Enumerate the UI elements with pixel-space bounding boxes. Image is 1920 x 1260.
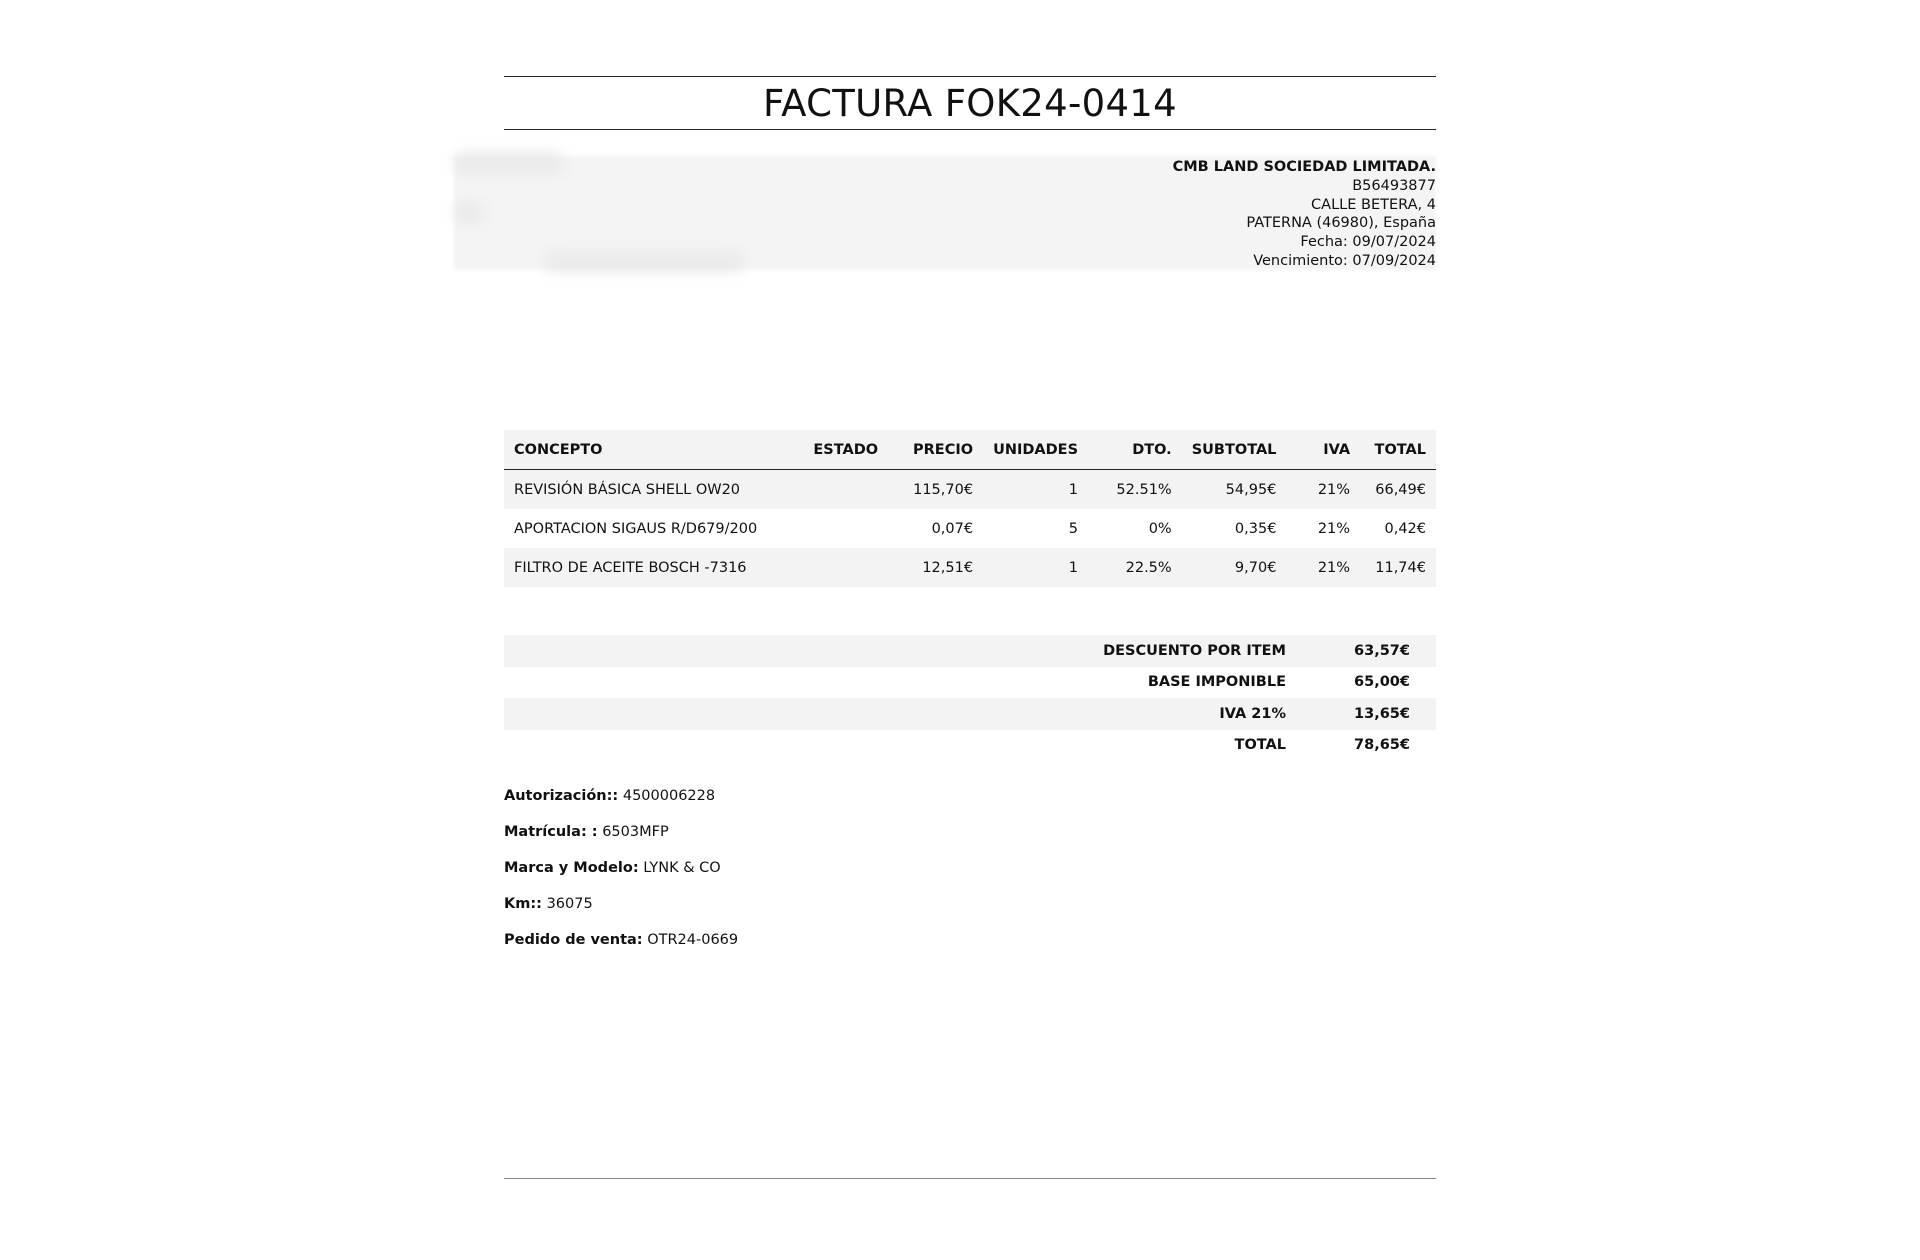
- company-city: PATERNA (46980), España: [1246, 215, 1436, 232]
- extra-make-model: [504, 857, 1436, 893]
- cell-estado: [803, 548, 889, 587]
- col-header-subtotal: SUBTOTAL: [1182, 430, 1287, 470]
- invoice-header: [504, 130, 1436, 430]
- totals-label: BASE IMPONIBLE: [1147, 674, 1286, 691]
- totals-label: DESCUENTO POR ITEM: [1103, 642, 1286, 659]
- table-header-row: [504, 430, 1436, 470]
- table-row: [504, 470, 1436, 510]
- totals-row-total: [504, 730, 1436, 762]
- extra-sales-order: [504, 929, 1436, 965]
- cell-estado: [803, 470, 889, 510]
- cell-total: 66,49€: [1360, 470, 1436, 510]
- col-header-precio: PRECIO: [889, 430, 983, 470]
- company-info: [1173, 158, 1436, 271]
- table-row: [504, 548, 1436, 587]
- extra-km: [504, 893, 1436, 929]
- cell-concepto: FILTRO DE ACEITE BOSCH -7316: [504, 548, 803, 587]
- extra-value: OTR24-0669: [647, 932, 739, 948]
- totals-label: TOTAL: [1234, 737, 1286, 754]
- totals-row-discount: [504, 635, 1436, 667]
- col-header-estado: ESTADO: [803, 430, 889, 470]
- invoice-page: [504, 76, 1436, 965]
- extra-value: 4500006228: [622, 788, 716, 804]
- invoice-title-block: [504, 76, 1436, 130]
- cell-precio: 0,07€: [889, 509, 983, 548]
- extra-label: Marca y Modelo:: [504, 860, 639, 876]
- extra-value: 6503MFP: [602, 824, 669, 840]
- cell-unidades: 1: [983, 470, 1088, 510]
- extra-label: Pedido de venta:: [504, 932, 643, 948]
- col-header-total: TOTAL: [1360, 430, 1436, 470]
- totals-row-base: [504, 667, 1436, 699]
- col-header-unidades: UNIDADES: [983, 430, 1088, 470]
- cell-total: 11,74€: [1360, 548, 1436, 587]
- cell-iva: 21%: [1286, 509, 1360, 548]
- invoice-title: FACTURA FOK24-0414: [762, 81, 1177, 125]
- extra-value: LYNK & CO: [643, 860, 721, 876]
- totals-block: [504, 635, 1436, 761]
- extra-plate: [504, 821, 1436, 857]
- cell-dto: 52.51%: [1088, 470, 1182, 510]
- cell-dto: 22.5%: [1088, 548, 1182, 587]
- company-tax-id: B56493877: [1352, 177, 1436, 194]
- cell-precio: 115,70€: [889, 470, 983, 510]
- cell-iva: 21%: [1286, 548, 1360, 587]
- cell-dto: 0%: [1088, 509, 1182, 548]
- col-header-iva: IVA: [1286, 430, 1360, 470]
- table-row: [504, 509, 1436, 548]
- totals-value: 63,57€: [1354, 642, 1410, 659]
- company-name: CMB LAND SOCIEDAD LIMITADA.: [1172, 159, 1436, 175]
- cell-estado: [803, 509, 889, 548]
- cell-unidades: 1: [983, 548, 1088, 587]
- totals-value: 13,65€: [1354, 705, 1410, 722]
- items-table: [504, 430, 1436, 587]
- cell-unidades: 5: [983, 509, 1088, 548]
- totals-value: 78,65€: [1354, 737, 1410, 754]
- cell-iva: 21%: [1286, 470, 1360, 510]
- cell-subtotal: 0,35€: [1182, 509, 1287, 548]
- cell-subtotal: 9,70€: [1182, 548, 1287, 587]
- company-street: CALLE BETERA, 4: [1311, 196, 1436, 213]
- extra-label: Km::: [504, 896, 542, 912]
- extra-label: Autorización::: [504, 788, 619, 804]
- extra-authorization: [504, 785, 1436, 821]
- totals-label: IVA 21%: [1219, 705, 1286, 722]
- extra-info: [504, 785, 1436, 965]
- totals-value: 65,00€: [1354, 674, 1410, 691]
- invoice-date: Fecha: 09/07/2024: [1300, 234, 1436, 251]
- col-header-dto: DTO.: [1088, 430, 1182, 470]
- footer-divider: [504, 1178, 1436, 1179]
- cell-total: 0,42€: [1360, 509, 1436, 548]
- extra-value: 36075: [546, 896, 593, 912]
- totals-row-iva: [504, 698, 1436, 730]
- extra-label: Matrícula: :: [504, 824, 598, 840]
- cell-subtotal: 54,95€: [1182, 470, 1287, 510]
- cell-concepto: REVISIÓN BÁSICA SHELL OW20: [504, 470, 803, 510]
- col-header-concepto: CONCEPTO: [504, 430, 803, 470]
- cell-precio: 12,51€: [889, 548, 983, 587]
- invoice-due-date: Vencimiento: 07/09/2024: [1253, 252, 1436, 269]
- cell-concepto: APORTACION SIGAUS R/D679/200: [504, 509, 803, 548]
